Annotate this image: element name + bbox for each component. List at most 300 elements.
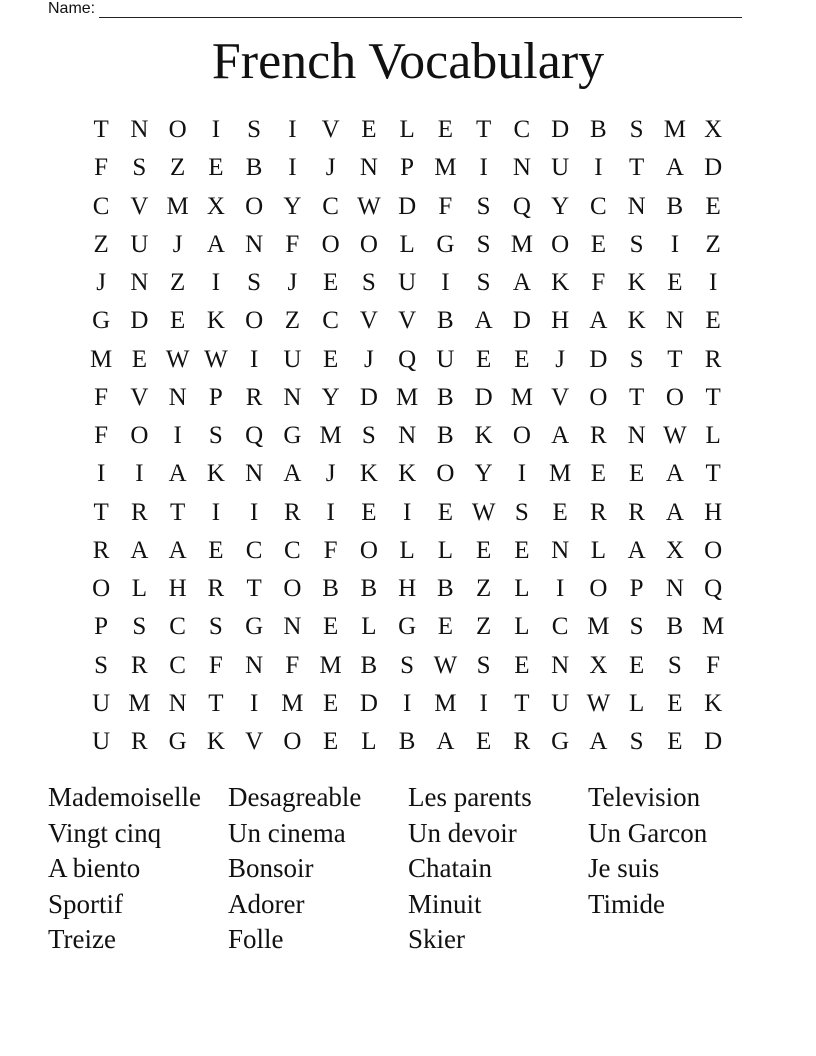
grid-letter[interactable]: Q	[245, 422, 264, 450]
grid-letter[interactable]: N	[130, 116, 149, 144]
grid-letter[interactable]: I	[555, 575, 565, 603]
grid-letter[interactable]: S	[94, 651, 109, 679]
grid-letter[interactable]: A	[551, 422, 570, 450]
word-search-grid	[82, 111, 732, 761]
grid-letter[interactable]: B	[666, 613, 684, 641]
grid-letter[interactable]: C	[322, 192, 339, 220]
grid-letter[interactable]: N	[168, 689, 187, 717]
grid-letter[interactable]: A	[665, 154, 684, 182]
grid-letter[interactable]: T	[475, 116, 492, 144]
grid-letter[interactable]: M	[319, 422, 342, 450]
grid-letter[interactable]: A	[436, 728, 455, 756]
grid-letter[interactable]: B	[437, 575, 454, 603]
grid-letter[interactable]: C	[551, 613, 569, 641]
grid-letter[interactable]: E	[475, 728, 492, 756]
page-title: French Vocabulary	[211, 33, 605, 90]
grid-letter[interactable]: O	[283, 728, 302, 756]
grid-letter[interactable]: S	[476, 651, 491, 679]
grid-letter[interactable]: G	[92, 307, 111, 335]
grid-letter[interactable]: Z	[169, 154, 186, 182]
grid-letter[interactable]: G	[168, 728, 187, 756]
grid-letter[interactable]: I	[402, 689, 412, 717]
grid-letter[interactable]: L	[399, 230, 415, 258]
grid-letter[interactable]: H	[704, 498, 723, 526]
grid-letter[interactable]: O	[589, 575, 608, 603]
grid-letter[interactable]: E	[361, 498, 377, 526]
grid-letter[interactable]: E	[322, 269, 339, 297]
grid-letter[interactable]: O	[512, 422, 531, 450]
grid-letter[interactable]: I	[249, 689, 259, 717]
grid-letter[interactable]: A	[627, 536, 646, 564]
grid-letter[interactable]: I	[249, 498, 259, 526]
grid-letter[interactable]: Q	[398, 345, 417, 373]
grid-letter[interactable]: L	[131, 575, 148, 603]
grid-letter[interactable]: O	[245, 307, 264, 335]
grid-letter[interactable]: N	[245, 230, 264, 258]
grid-letter[interactable]: P	[629, 575, 644, 603]
grid-letter[interactable]: E	[361, 116, 377, 144]
grid-letter[interactable]: E	[169, 307, 186, 335]
grid-letter[interactable]: Q	[512, 192, 531, 220]
grid-letter[interactable]: R	[131, 498, 148, 526]
grid-letter[interactable]: J	[364, 345, 374, 373]
grid-letter[interactable]: O	[551, 230, 570, 258]
grid-letter[interactable]: O	[92, 575, 111, 603]
grid-letter[interactable]: L	[361, 728, 377, 756]
grid-letter[interactable]: E	[590, 460, 607, 488]
grid-letter[interactable]: V	[321, 116, 340, 144]
grid-letter[interactable]: L	[628, 689, 645, 717]
grid-letter[interactable]: E	[475, 345, 492, 373]
grid-letter[interactable]: T	[705, 383, 721, 411]
grid-letter[interactable]: X	[206, 192, 225, 220]
grid-letter[interactable]: C	[590, 192, 607, 220]
grid-letter[interactable]: E	[437, 613, 454, 641]
grid-letter[interactable]: D	[130, 307, 149, 335]
grid-letter[interactable]: Y	[474, 460, 493, 488]
grid-letter[interactable]: R	[131, 651, 148, 679]
grid-letter[interactable]: B	[322, 575, 339, 603]
grid-letter[interactable]: S	[400, 651, 415, 679]
grid-letter[interactable]: D	[398, 192, 417, 220]
grid-letter[interactable]: Z	[475, 575, 492, 603]
grid-letter[interactable]: I	[479, 689, 488, 717]
grid-letter[interactable]: S	[247, 269, 262, 297]
grid-letter[interactable]: B	[590, 116, 607, 144]
grid-letter[interactable]: F	[706, 651, 721, 679]
grid-letter[interactable]: I	[173, 422, 182, 450]
grid-letter[interactable]: M	[90, 345, 113, 373]
grid-letter[interactable]: M	[281, 689, 304, 717]
grid-letter[interactable]: R	[513, 728, 531, 756]
grid-letter[interactable]: O	[589, 383, 608, 411]
grid-letter[interactable]: G	[436, 230, 455, 258]
grid-letter[interactable]: K	[398, 460, 417, 488]
grid-letter[interactable]: S	[476, 269, 491, 297]
grid-letter[interactable]: D	[589, 345, 608, 373]
grid-letter[interactable]: J	[325, 460, 336, 488]
grid-letter[interactable]: E	[322, 689, 339, 717]
grid-letter[interactable]: L	[514, 613, 530, 641]
grid-letter[interactable]: E	[667, 689, 683, 717]
grid-letter[interactable]: S	[361, 422, 376, 450]
grid-letter[interactable]: B	[245, 154, 263, 182]
grid-letter[interactable]: V	[359, 307, 378, 335]
grid-letter[interactable]: S	[208, 613, 223, 641]
grid-letter[interactable]: W	[471, 498, 496, 526]
grid-letter[interactable]: I	[211, 269, 221, 297]
grid-letter[interactable]: X	[704, 116, 723, 144]
grid-letter[interactable]: E	[322, 613, 339, 641]
grid-letter[interactable]: D	[551, 116, 570, 144]
grid-letter[interactable]: E	[322, 345, 339, 373]
grid-letter[interactable]: M	[587, 613, 610, 641]
grid-letter[interactable]: W	[663, 422, 687, 450]
grid-letter[interactable]: A	[474, 307, 493, 335]
grid-letter[interactable]: N	[359, 154, 378, 182]
grid-letter[interactable]: I	[288, 116, 297, 144]
word-list-item: Timide	[588, 888, 666, 919]
word-list-item: Television	[588, 782, 701, 812]
grid-letter[interactable]: L	[399, 536, 415, 564]
grid-letter[interactable]: I	[670, 230, 680, 258]
grid-letter[interactable]: E	[552, 498, 568, 526]
grid-letter[interactable]: L	[437, 536, 454, 564]
grid-letter[interactable]: O	[704, 536, 723, 564]
grid-letter[interactable]: E	[514, 651, 530, 679]
grid-letter[interactable]: E	[475, 536, 492, 564]
grid-letter[interactable]: D	[704, 728, 723, 756]
grid-letter[interactable]: C	[284, 536, 301, 564]
grid-letter[interactable]: D	[512, 307, 531, 335]
grid-letter[interactable]: Z	[93, 230, 109, 258]
grid-letter[interactable]: B	[666, 192, 684, 220]
grid-letter[interactable]: R	[92, 536, 110, 564]
grid-letter[interactable]: J	[96, 269, 106, 297]
grid-letter[interactable]: E	[514, 345, 530, 373]
grid-letter[interactable]: I	[517, 460, 527, 488]
grid-letter[interactable]: M	[702, 613, 725, 641]
grid-letter[interactable]: N	[168, 383, 187, 411]
grid-letter[interactable]: U	[283, 345, 302, 373]
grid-letter[interactable]: Z	[169, 269, 186, 297]
grid-letter[interactable]: S	[132, 613, 147, 641]
grid-letter[interactable]: E	[667, 728, 683, 756]
grid-letter[interactable]: U	[92, 728, 111, 756]
grid-letter[interactable]: E	[208, 154, 224, 182]
grid-letter[interactable]: K	[206, 460, 225, 488]
grid-letter[interactable]: T	[93, 116, 109, 144]
grid-letter[interactable]: L	[361, 613, 377, 641]
grid-letter[interactable]: U	[130, 230, 149, 258]
grid-letter[interactable]: W	[586, 689, 611, 717]
grid-letter[interactable]: O	[436, 460, 455, 488]
grid-letter[interactable]: Q	[704, 575, 723, 603]
grid-letter[interactable]: K	[359, 460, 378, 488]
grid-letter[interactable]: M	[166, 192, 189, 220]
grid-letter[interactable]: L	[590, 536, 607, 564]
grid-letter[interactable]: W	[433, 651, 458, 679]
grid-letter[interactable]: Y	[283, 192, 302, 220]
grid-letter[interactable]: N	[665, 307, 684, 335]
grid-letter[interactable]: T	[208, 689, 224, 717]
grid-letter[interactable]: W	[357, 192, 381, 220]
grid-letter[interactable]: I	[479, 154, 488, 182]
grid-letter[interactable]: E	[628, 651, 645, 679]
grid-letter[interactable]: N	[398, 422, 417, 450]
grid-letter[interactable]: S	[132, 154, 147, 182]
grid-letter[interactable]: G	[283, 422, 302, 450]
grid-letter[interactable]: A	[283, 460, 302, 488]
grid-letter[interactable]: K	[206, 728, 225, 756]
grid-letter[interactable]: E	[131, 345, 148, 373]
grid-letter[interactable]: E	[705, 192, 721, 220]
grid-letter[interactable]: N	[130, 269, 149, 297]
grid-letter[interactable]: I	[211, 498, 221, 526]
grid-letter[interactable]: R	[590, 498, 607, 526]
grid-letter[interactable]: S	[629, 345, 644, 373]
grid-letter[interactable]: G	[551, 728, 570, 756]
grid-letter[interactable]: F	[323, 536, 338, 564]
grid-letter[interactable]: H	[398, 575, 417, 603]
grid-letter[interactable]: O	[359, 230, 378, 258]
grid-letter[interactable]: E	[667, 269, 683, 297]
grid-letter[interactable]: U	[398, 269, 417, 297]
grid-letter[interactable]: I	[135, 460, 144, 488]
grid-letter[interactable]: D	[474, 383, 493, 411]
grid-letter[interactable]: J	[172, 230, 183, 258]
grid-letter[interactable]: Z	[284, 307, 301, 335]
grid-letter[interactable]: S	[629, 230, 644, 258]
grid-letter[interactable]: P	[94, 613, 109, 641]
grid-letter[interactable]: J	[287, 269, 298, 297]
grid-letter[interactable]: N	[283, 613, 302, 641]
grid-letter[interactable]: R	[284, 498, 301, 526]
grid-letter[interactable]: N	[512, 154, 531, 182]
grid-letter[interactable]: Z	[475, 613, 492, 641]
grid-letter[interactable]: N	[627, 192, 646, 220]
grid-letter[interactable]: F	[438, 192, 453, 220]
grid-letter[interactable]: Z	[705, 230, 721, 258]
grid-letter[interactable]: L	[399, 116, 415, 144]
grid-letter[interactable]: A	[512, 269, 531, 297]
grid-letter[interactable]: D	[359, 383, 378, 411]
grid-letter[interactable]: T	[628, 383, 645, 411]
grid-letter[interactable]: I	[594, 154, 603, 182]
grid-letter[interactable]: M	[319, 651, 342, 679]
grid-letter[interactable]: Y	[321, 383, 340, 411]
grid-letter[interactable]: F	[591, 269, 606, 297]
grid-letter[interactable]: K	[474, 422, 493, 450]
grid-letter[interactable]: M	[396, 383, 419, 411]
grid-letter[interactable]: B	[437, 383, 454, 411]
grid-letter[interactable]: X	[665, 536, 684, 564]
grid-letter[interactable]: E	[208, 536, 224, 564]
grid-letter[interactable]: R	[131, 728, 148, 756]
grid-letter[interactable]: A	[589, 307, 608, 335]
grid-letter[interactable]: W	[165, 345, 190, 373]
grid-letter[interactable]: F	[208, 651, 223, 679]
grid-letter[interactable]: O	[168, 116, 187, 144]
grid-letter[interactable]: M	[434, 154, 457, 182]
grid-letter[interactable]: T	[667, 345, 683, 373]
word-list-item: Les parents	[408, 782, 532, 812]
grid-letter[interactable]: U	[92, 689, 111, 717]
word-list-item: A biento	[48, 853, 141, 883]
grid-letter[interactable]: V	[130, 192, 149, 220]
grid-letter[interactable]: F	[94, 383, 109, 411]
grid-letter[interactable]: A	[130, 536, 149, 564]
grid-letter[interactable]: B	[360, 575, 378, 603]
grid-letter[interactable]: A	[665, 460, 684, 488]
grid-letter[interactable]: E	[628, 460, 645, 488]
grid-letter[interactable]: N	[551, 651, 570, 679]
grid-letter[interactable]: R	[704, 345, 722, 373]
grid-letter[interactable]: R	[590, 422, 607, 450]
grid-letter[interactable]: R	[245, 383, 263, 411]
grid-letter[interactable]: J	[555, 345, 565, 373]
grid-letter[interactable]: O	[321, 230, 340, 258]
grid-letter[interactable]: N	[245, 651, 264, 679]
grid-letter[interactable]: T	[93, 498, 109, 526]
grid-letter[interactable]: W	[204, 345, 228, 373]
grid-letter[interactable]: F	[285, 230, 300, 258]
grid-letter[interactable]: S	[629, 613, 644, 641]
grid-letter[interactable]: V	[551, 383, 570, 411]
name-label: Name:	[48, 0, 96, 17]
grid-letter[interactable]: C	[169, 613, 186, 641]
grid-letter[interactable]: E	[705, 307, 721, 335]
grid-letter[interactable]: I	[708, 269, 718, 297]
grid-letter[interactable]: M	[434, 689, 457, 717]
grid-letter[interactable]: S	[667, 651, 682, 679]
grid-letter[interactable]: B	[437, 307, 454, 335]
grid-letter[interactable]: B	[437, 422, 454, 450]
grid-letter[interactable]: K	[627, 307, 646, 335]
grid-letter[interactable]: I	[402, 498, 412, 526]
grid-letter[interactable]: A	[665, 498, 684, 526]
grid-letter[interactable]: M	[510, 383, 533, 411]
grid-letter[interactable]: I	[249, 345, 259, 373]
grid-letter[interactable]: B	[360, 651, 378, 679]
grid-letter[interactable]: N	[551, 536, 570, 564]
grid-letter[interactable]: S	[476, 192, 491, 220]
grid-letter[interactable]: I	[96, 460, 106, 488]
grid-letter[interactable]: N	[627, 422, 646, 450]
grid-letter[interactable]: K	[704, 689, 723, 717]
grid-letter[interactable]: O	[665, 383, 684, 411]
grid-letter[interactable]: P	[208, 383, 223, 411]
grid-letter[interactable]: H	[551, 307, 570, 335]
grid-letter[interactable]: J	[325, 154, 336, 182]
grid-letter[interactable]: S	[208, 422, 223, 450]
grid-letter[interactable]: E	[590, 230, 607, 258]
grid-letter[interactable]: G	[398, 613, 417, 641]
grid-letter[interactable]: N	[283, 383, 302, 411]
grid-letter[interactable]: I	[441, 269, 450, 297]
grid-letter[interactable]: S	[247, 116, 262, 144]
grid-letter[interactable]: E	[514, 536, 530, 564]
grid-letter[interactable]: D	[704, 154, 723, 182]
grid-letter[interactable]: U	[551, 154, 570, 182]
grid-letter[interactable]: X	[589, 651, 608, 679]
grid-letter[interactable]: U	[436, 345, 455, 373]
grid-letter[interactable]: K	[627, 269, 646, 297]
grid-letter[interactable]: C	[513, 116, 531, 144]
grid-letter[interactable]: M	[663, 116, 686, 144]
grid-letter[interactable]: H	[168, 575, 187, 603]
word-list-item: Chatain	[408, 853, 492, 883]
grid-letter[interactable]: E	[437, 116, 454, 144]
grid-letter[interactable]: F	[94, 422, 109, 450]
name-field[interactable]	[48, 0, 742, 18]
grid-letter[interactable]: O	[245, 192, 264, 220]
grid-letter[interactable]: S	[476, 230, 491, 258]
grid-letter[interactable]: T	[246, 575, 262, 603]
grid-letter[interactable]: S	[629, 116, 644, 144]
grid-letter[interactable]: T	[628, 154, 645, 182]
grid-letter[interactable]: E	[322, 728, 339, 756]
grid-letter[interactable]: A	[206, 230, 225, 258]
grid-letter[interactable]: I	[211, 116, 221, 144]
grid-letter[interactable]: R	[207, 575, 225, 603]
grid-letter[interactable]: C	[169, 651, 186, 679]
grid-letter[interactable]: N	[665, 575, 684, 603]
grid-letter[interactable]: B	[398, 728, 416, 756]
grid-letter[interactable]: C	[92, 192, 110, 220]
grid-letter[interactable]: S	[361, 269, 376, 297]
grid-letter[interactable]: I	[326, 498, 335, 526]
grid-letter[interactable]: M	[510, 230, 533, 258]
grid-letter[interactable]: F	[285, 651, 300, 679]
grid-letter[interactable]: D	[359, 689, 378, 717]
grid-letter[interactable]: T	[705, 460, 721, 488]
word-list-item: Skier	[408, 924, 465, 954]
grid-letter[interactable]: U	[551, 689, 570, 717]
grid-letter[interactable]: O	[130, 422, 149, 450]
grid-letter[interactable]: M	[128, 689, 151, 717]
grid-letter[interactable]: V	[130, 383, 149, 411]
grid-letter[interactable]: A	[168, 460, 187, 488]
grid-letter[interactable]: L	[514, 575, 530, 603]
grid-letter[interactable]: T	[514, 689, 530, 717]
grid-letter[interactable]: V	[398, 307, 417, 335]
grid-letter[interactable]: F	[94, 154, 109, 182]
word-list	[48, 780, 768, 958]
grid-letter[interactable]: O	[283, 575, 302, 603]
grid-letter[interactable]: M	[549, 460, 572, 488]
grid-letter[interactable]: A	[168, 536, 187, 564]
grid-letter[interactable]: Y	[551, 192, 570, 220]
grid-letter[interactable]: I	[288, 154, 297, 182]
grid-letter[interactable]: A	[589, 728, 608, 756]
grid-letter[interactable]: P	[400, 154, 415, 182]
grid-letter[interactable]: C	[322, 307, 339, 335]
grid-letter[interactable]: S	[514, 498, 529, 526]
grid-letter[interactable]: S	[629, 728, 644, 756]
grid-letter[interactable]: R	[628, 498, 645, 526]
grid-letter[interactable]: N	[245, 460, 264, 488]
grid-letter[interactable]: K	[206, 307, 225, 335]
grid-letter[interactable]: V	[245, 728, 264, 756]
grid-letter[interactable]: T	[169, 498, 186, 526]
grid-letter[interactable]: L	[705, 422, 721, 450]
grid-letter[interactable]: K	[551, 269, 570, 297]
grid-letter[interactable]: O	[359, 536, 378, 564]
grid-letter[interactable]: C	[245, 536, 263, 564]
grid-letter[interactable]: G	[245, 613, 264, 641]
grid-letter[interactable]: E	[437, 498, 454, 526]
